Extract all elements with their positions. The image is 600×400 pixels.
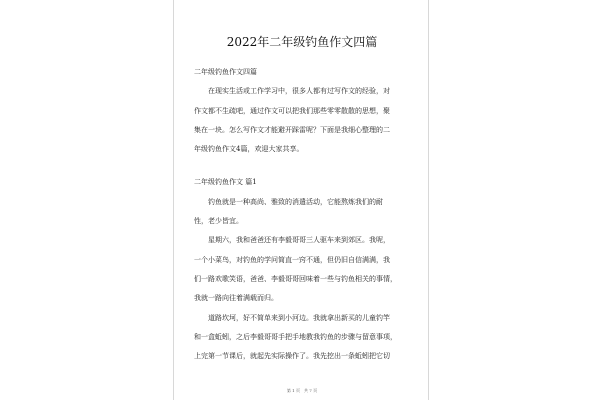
paragraph-line: 和一盒蚯蚓，之后李毅哥哥手把手地教我钓鱼的步骤与留意事项，	[194, 333, 397, 341]
section-heading: 二年级钓鱼作文四篇	[194, 68, 257, 76]
paragraph-line: 作文都不生疏吧，通过作文可以把我们那些零零散散的思想，聚	[194, 107, 390, 115]
paragraph-line: 我就一路向往着满载而归。	[194, 294, 278, 302]
paragraph-line: 上完第一节课后，就起先实际操作了。我先挖出一条蚯蚓把它切	[194, 352, 390, 360]
paragraph-line: 在现实生活或工作学习中，很多人都有过写作文的经验，对	[194, 87, 390, 95]
paragraph-line: 一个小菜鸟，对钓鱼的学问简直一窍不通，但仍旧自信满满，我	[194, 256, 390, 264]
paragraph-line: 星期六，我和爸爸还有李毅哥哥三人驱车来到郊区。我呢，	[194, 236, 390, 244]
paragraph-line: 道路坎坷，好不简单来到小河边。我就拿出新买的儿童钓竿	[194, 314, 390, 322]
paragraph-line: 集在一块。怎么写作文才能避开踩雷呢？下面是我细心整理的二	[194, 126, 390, 134]
paragraph-line: 们一路欢歌笑语，爸爸、李毅哥哥回味着一些与钓鱼相关的事情，	[194, 275, 397, 283]
document-page	[173, 0, 429, 400]
section-heading: 二年级钓鱼作文 篇1	[194, 178, 257, 186]
document-title: 2022年二年级钓鱼作文四篇	[226, 35, 378, 49]
page-footer: 第 1 页 共 7 页	[286, 388, 318, 393]
paragraph-line: 性，老少皆宜。	[194, 217, 243, 225]
paragraph-line: 年级钓鱼作文4篇，欢迎大家共享。	[194, 145, 304, 153]
paragraph-line: 钓鱼就是一种高尚、雅致的消遣活动，它能熬炼我们的耐	[194, 198, 383, 206]
